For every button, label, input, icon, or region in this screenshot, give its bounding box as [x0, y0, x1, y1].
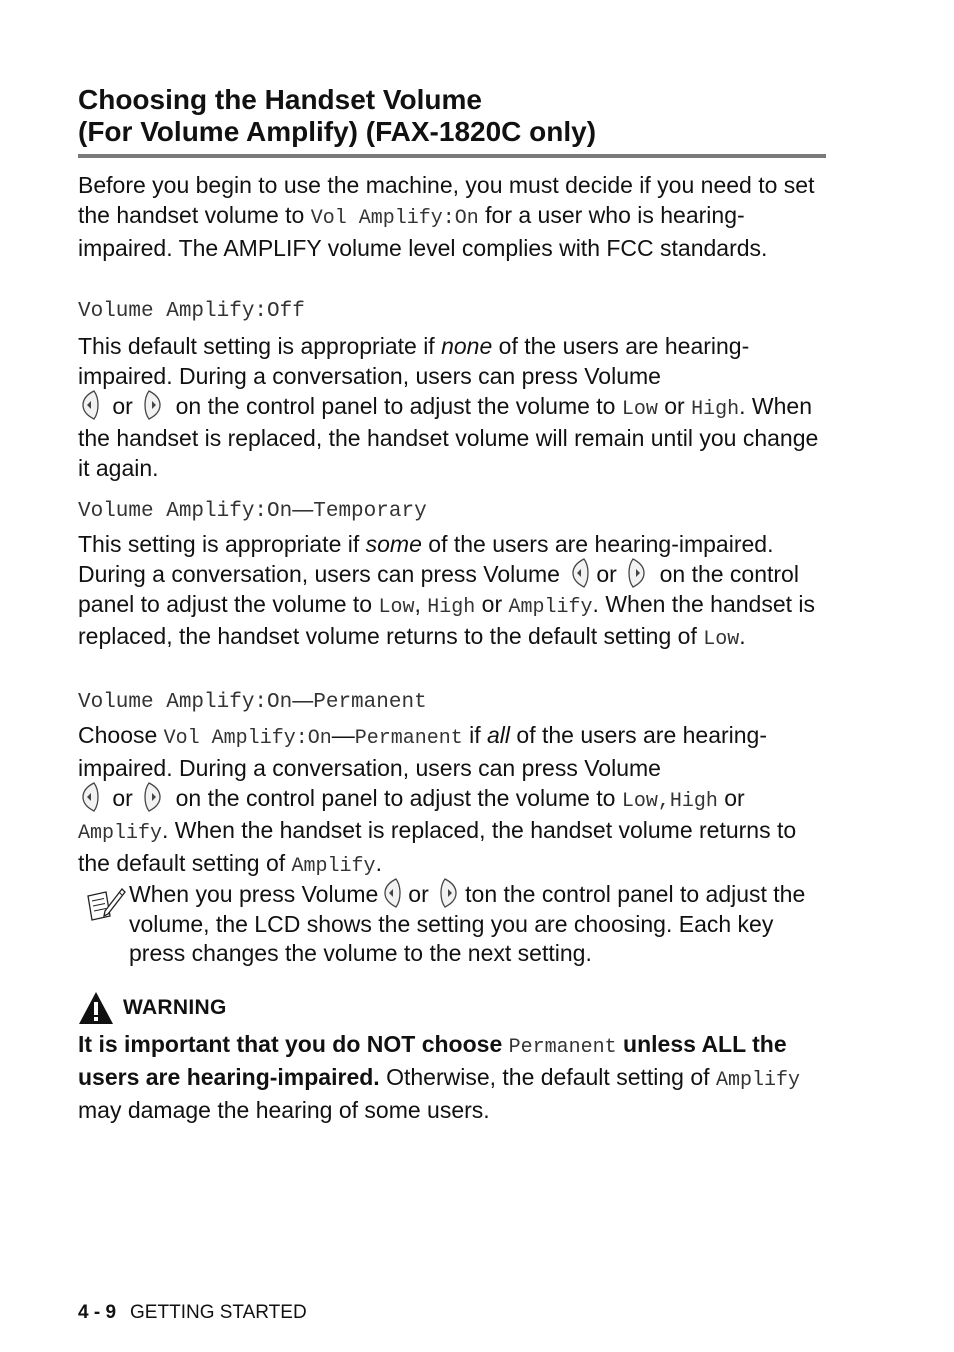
warning-text: [78, 1030, 828, 1125]
label-text: Volume Amplify:On: [78, 500, 293, 523]
text: . When the handset is replaced, the handset volume returns to the default setting of: [78, 590, 816, 650]
warning-label: WARNING: [123, 996, 227, 1019]
code-amplify: Amplify: [715, 1068, 800, 1092]
intro-code: Vol Amplify:On: [310, 206, 479, 230]
text: or: [717, 784, 745, 811]
label-text: Volume Amplify:On: [78, 691, 293, 714]
label-text-2: Temporary: [313, 500, 427, 523]
text: When you press Volume: [129, 881, 379, 907]
code-permanent: Permanent: [508, 1036, 617, 1059]
volume-right-key-icon: [627, 557, 647, 589]
title-rule: [78, 154, 826, 158]
text: . When the handset is replaced, the handset volume will remain until you change it again.: [78, 392, 819, 482]
label-text-2: Permanent: [313, 691, 427, 714]
code-amplify: Amplify: [508, 595, 593, 619]
volume-left-key-icon: [80, 389, 100, 421]
emphasis: some: [365, 531, 422, 557]
text: This setting is appropriate if: [78, 531, 366, 557]
volume-left-key-icon: [80, 781, 100, 813]
code-high: High: [691, 397, 740, 421]
text: may damage the hearing of some users.: [78, 1096, 490, 1123]
code-permanent: Permanent: [354, 727, 463, 750]
code-high: High: [427, 595, 476, 619]
title-line-2: (For Volume Amplify) (FAX-1820C only): [78, 116, 597, 147]
code-amplify: Amplify: [291, 855, 376, 879]
section-name: GETTING STARTED: [130, 1302, 307, 1323]
volume-right-key-icon: [143, 389, 163, 421]
text: of the users are hearing-impaired. During a conversation, users can press Volume: [78, 333, 750, 389]
emphasis: none: [441, 333, 493, 359]
code-low: Low: [378, 595, 415, 619]
dash: —: [292, 498, 314, 521]
section-permanent-label: [78, 688, 427, 716]
code-low-high: Low,High: [621, 789, 718, 813]
title-line-1: Choosing the Handset Volume: [78, 84, 482, 115]
text: of the users are hearing-impaired. During a conversation, users can press Volume: [78, 531, 774, 587]
note-pencil-icon: [84, 886, 126, 926]
text: on the control panel to adjust the volume to: [169, 784, 622, 811]
section-temporary-paragraph: [78, 530, 828, 655]
section-permanent-paragraph: [78, 721, 828, 882]
text: ton the control panel to adjust the volume, the LCD shows the setting you are choosing. Each key press changes the volume to the next setting.: [129, 881, 806, 966]
bold-text: It is important that you do NOT choose: [78, 1031, 509, 1057]
text: or: [408, 881, 429, 907]
intro-text: Before you begin to use the machine, you must decide if you need to set the handset volume to: [78, 172, 815, 228]
volume-right-key-icon: [143, 781, 163, 813]
code-low: Low: [703, 628, 740, 652]
text: This default setting is appropriate if: [78, 333, 442, 359]
page-title: [78, 84, 826, 148]
text: . When the handset is replaced, the handset volume returns to the default setting of: [78, 817, 797, 877]
dash: —: [331, 722, 355, 748]
text: Choose: [78, 722, 164, 748]
text: ,: [414, 590, 428, 617]
text: .: [375, 850, 382, 877]
volume-left-key-icon: [570, 557, 590, 589]
bold-text: unless ALL the users are hearing-impaired.: [78, 1031, 787, 1090]
text: on the control panel to adjust the volume to: [78, 560, 799, 617]
section-temporary-label: [78, 497, 427, 525]
volume-left-key-icon: [382, 877, 402, 909]
page-number: 4 - 9: [78, 1302, 117, 1323]
text: or: [112, 392, 133, 419]
text: or: [475, 590, 509, 617]
code-low: Low: [621, 397, 658, 421]
volume-right-key-icon: [439, 877, 459, 909]
text: of the users are hearing-impaired. During a conversation, users can press Volume: [78, 722, 768, 781]
text: if: [462, 722, 488, 748]
intro-text-2: for a user who is hearing-impaired. The AMPLIFY volume level complies with FCC standards.: [78, 201, 768, 261]
text: or: [112, 784, 133, 811]
intro-paragraph: [78, 171, 828, 263]
text: or: [596, 560, 617, 587]
text: .: [739, 623, 746, 650]
page-footer: [78, 1302, 307, 1324]
text: on the control panel to adjust the volume to: [169, 392, 622, 419]
text: Otherwise, the default setting of: [379, 1063, 716, 1090]
code-amplify: Amplify: [78, 822, 163, 846]
section-off-paragraph: [78, 332, 828, 484]
warning-triangle-icon: [78, 990, 114, 1026]
emphasis: all: [487, 722, 511, 748]
note-text: [129, 880, 829, 969]
dash: —: [292, 689, 314, 712]
text: or: [657, 392, 692, 419]
code-vol-amplify: Vol Amplify:On: [163, 727, 332, 750]
section-off-label: Volume Amplify:Off: [78, 300, 305, 323]
